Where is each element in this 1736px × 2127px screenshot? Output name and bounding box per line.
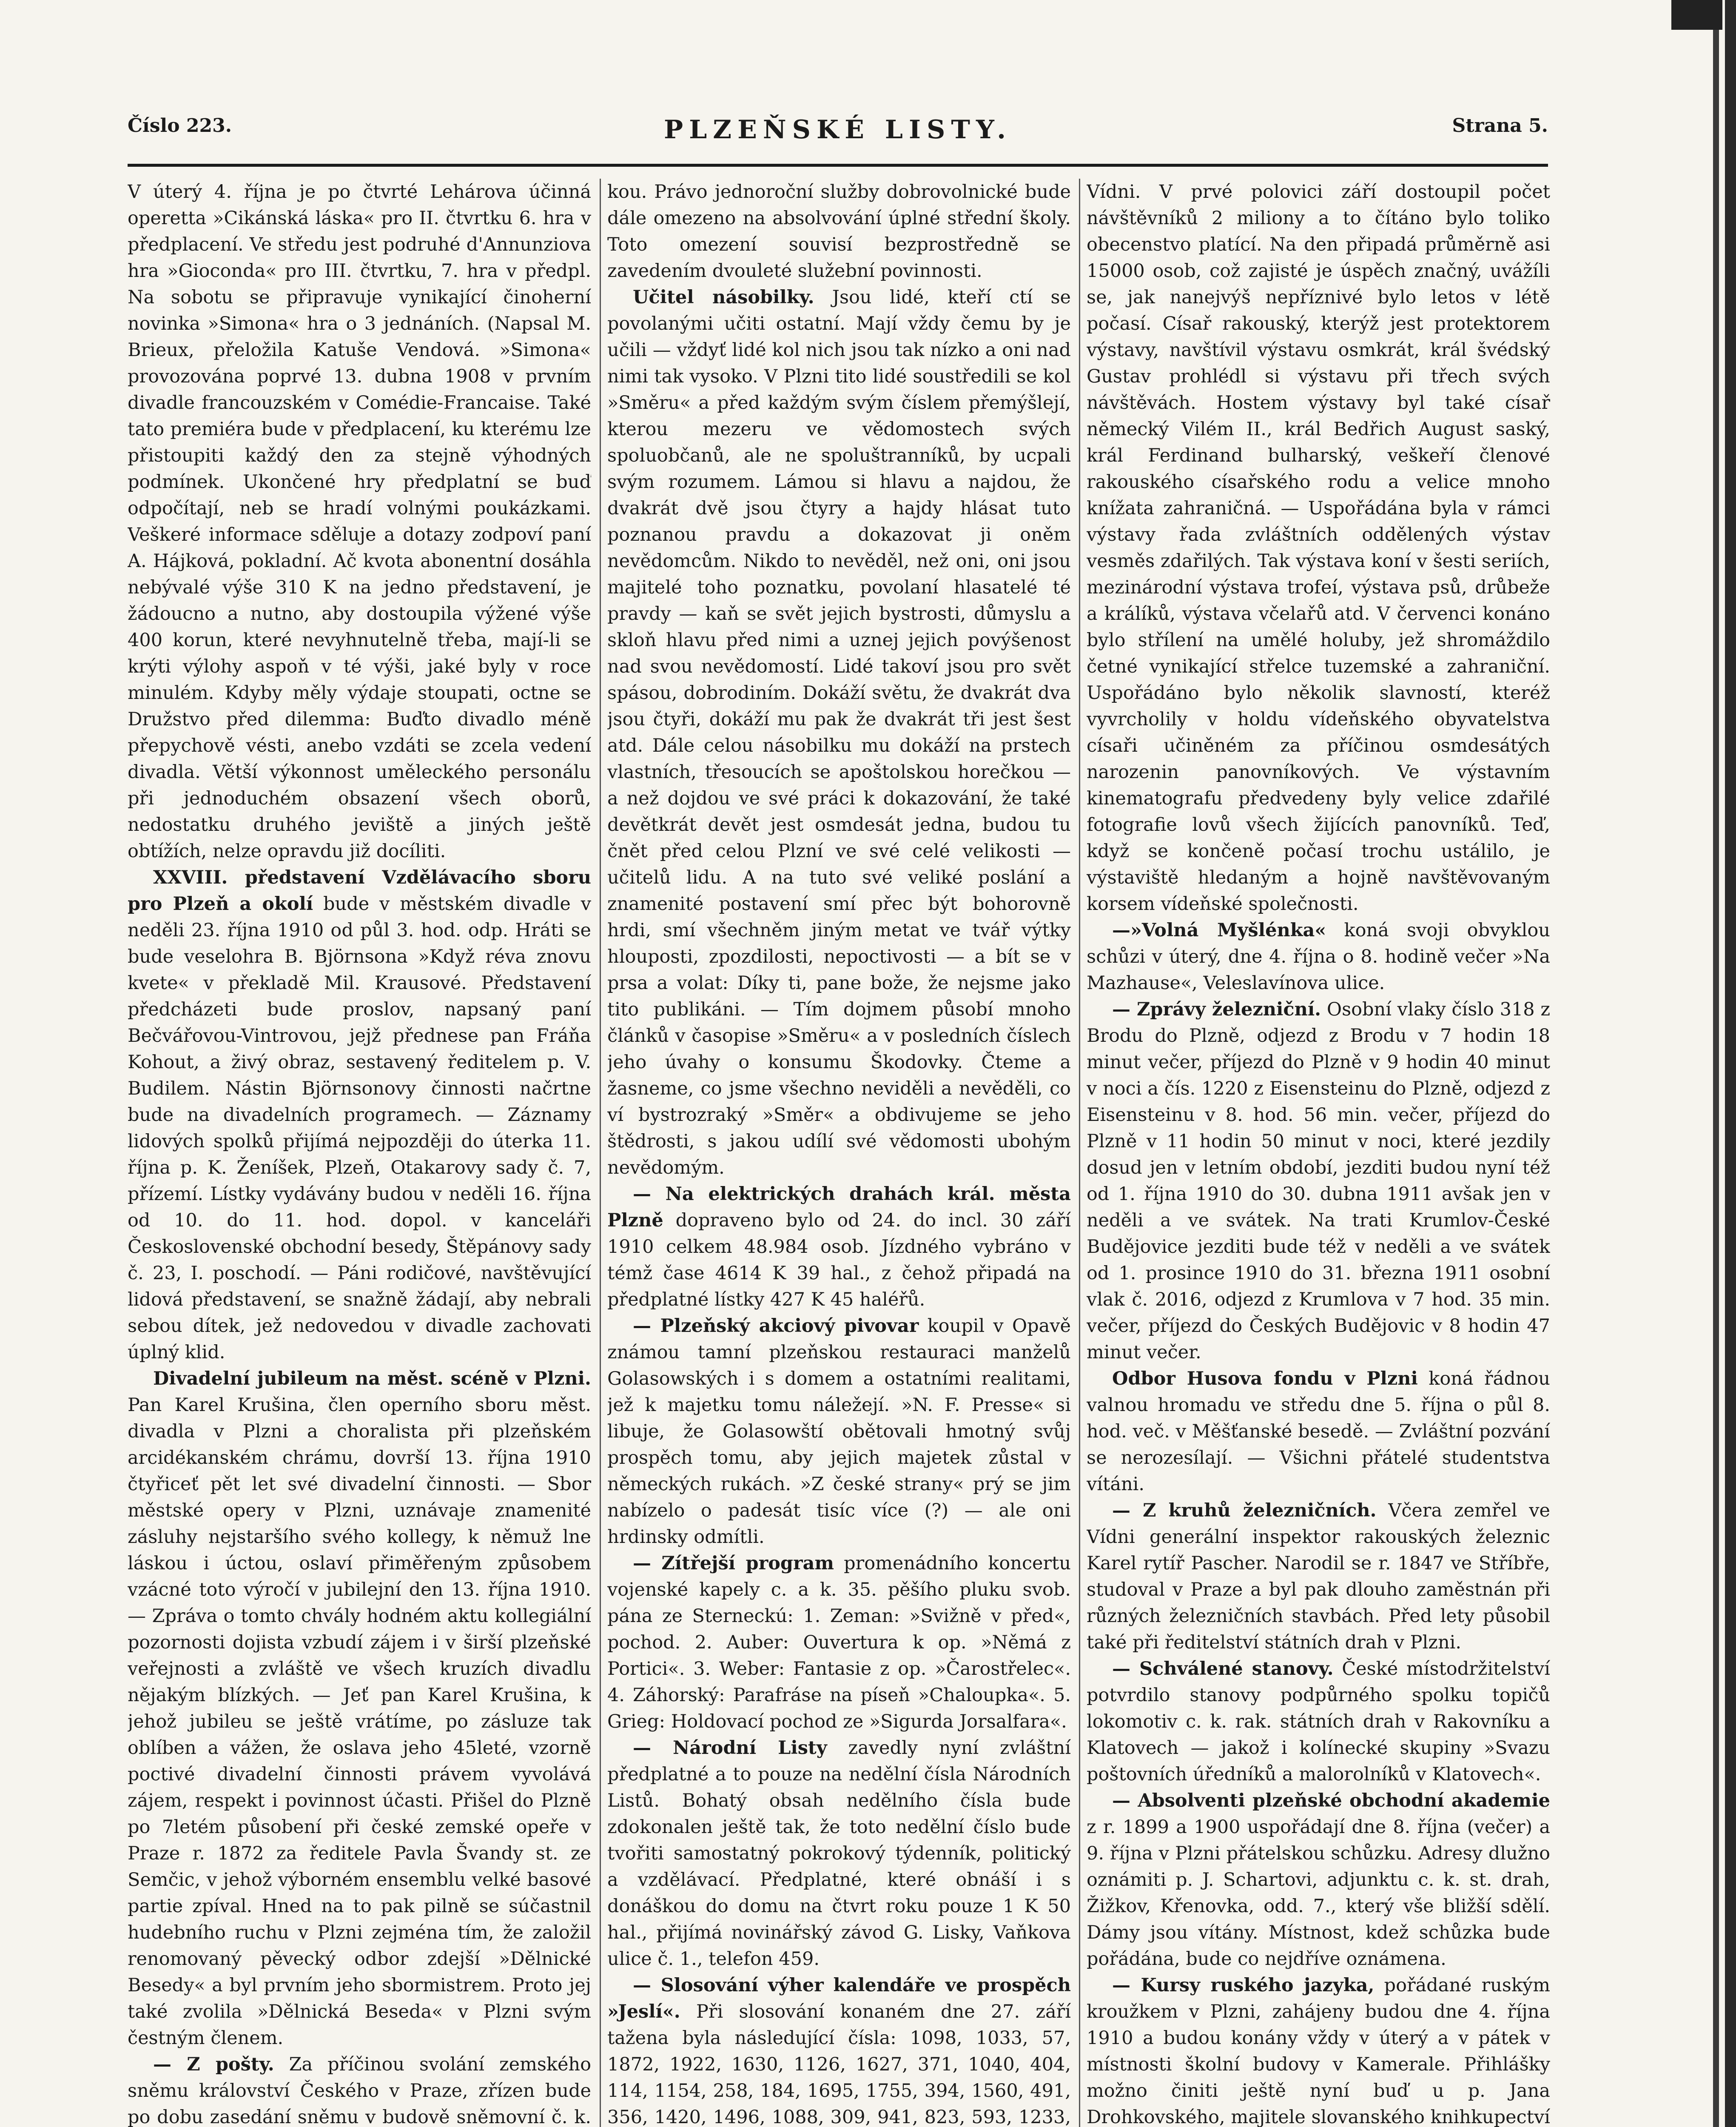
- column-1: [128, 179, 591, 2127]
- article-text: Při slosování konaném dne 27. září tažena byla následující čísla: 1098, 1033, 57, 1872, 1922, 1630, 1126, 1627, 371, 1040, 404, 114, 1154, 258, 184, 1695, 1755, 394, 1560, 491, 356, 1420, 1496, 1088, 309, 941, 823, 593, 1233,: [607, 2001, 1071, 2127]
- article-text: bude v městském divadle v neděli 23. října 1910 od půl 3. hod. odp. Hráti se bude veselohra B. Björnsona »Když réva znovu kvete« v překladě Mil. Krausové. Představení předcházeti bude proslov, napsaný paní Bečvářovou-Vintrovou, jejž přednese pan Fráňa Kohout, a živý obraz, sestavený ředitelem p. V. Budilem. Nástin Björnsonovy činnosti načrtne bude na divadelních programech. — Záznamy lidových spolků přijímá nejpozději do úterka 11. října p. K. Ženíšek, Plzeň, Otakarovy sady č. 7, přízemí. Lístky vydávány budou v neděli 16. října od 10. do 11. hod. dopol. v kanceláři Československé obchodní besedy, Štěpánovy sady č. 23, I. poschodí. — Páni rodičové, navštěvující lidová představení, se snažně žádají, aby nebrali sebou dítek, jež nedovedou v divadle zachovati úplný klid.: [128, 893, 591, 1363]
- article-paragraph: [128, 2051, 591, 2127]
- scan-corner: [1671, 0, 1722, 30]
- article-paragraph: [128, 864, 591, 1366]
- column-divider: [1079, 179, 1080, 2127]
- article-paragraph: [1087, 1366, 1550, 1497]
- article-text: zavedly nyní zvláštní předplatné a to pouze na nedělní čísla Národních Listů. Bohatý obsah nedělního čísla bude zdokonalen ještě tak, že toto nedělní číslo bude tvořiti samostatný pokrokový týdenník, politický a vzdělávací. Předplatné, které obnáší i s donáškou do domu na čtvrt roku pouze 1 K 50 hal., přijímá novinářský závod G. Lisky, Vaňkova ulice č. 1., telefon 459.: [607, 1737, 1071, 1970]
- article-paragraph: [607, 284, 1071, 1181]
- article-paragraph: [607, 1735, 1071, 1972]
- article-text: koná řádnou valnou hromadu ve středu dne 5. října o půl 8. hod. več. v Měšťanské besedě. — Zvláštní pozvání se nerozesílají. — Všichni přátelé studentstva vítáni.: [1087, 1368, 1550, 1495]
- article-paragraph: [128, 1366, 591, 2051]
- article-text: pořádané ruským kroužkem v Plzni, zahájeny budou dne 4. října 1910 a budou konány vždy v úterý a v pátek v místnosti školní budovy v Kamerale. Přihlášky možno činiti ještě nyní buď u p. Jana Drohkovského, majitele slovanského knihkupectví: [1087, 1975, 1550, 2127]
- scan-edge-inner: [1713, 0, 1719, 2127]
- article-text: kou. Právo jednoroční služby dobrovolnické bude dále omezeno na absolvování úplné střední školy. Toto omezení souvisí bezprostředně se zavedením dvouleté služební povinnosti.: [607, 181, 1071, 282]
- article-paragraph: [1087, 1788, 1550, 1972]
- article-text: koná svoji obvyklou schůzi v úterý, dne 4. října o 8. hodině večer »Na Mazhause«, Veleslavínova ulice.: [1087, 920, 1550, 994]
- article-text: České místodržitelství potvrdilo stanovy podpůrného spolku topičů lokomotiv c. k. rak. státních drah v Rakovníku a Klatovech — jakož i kolínecké skupiny »Svazu poštovních úředníků a malorolníků v Klatovech«.: [1087, 1658, 1550, 1785]
- article-paragraph: [1087, 1497, 1550, 1656]
- newspaper-title: PLZEŇSKÉ LISTY.: [664, 115, 1012, 145]
- article-heading: — Schválené stanovy.: [1112, 1658, 1334, 1679]
- column-divider: [600, 179, 601, 2127]
- article-paragraph: [607, 1313, 1071, 1550]
- article-heading: Divadelní jubileum na měst. scéně v Plzni.: [153, 1368, 591, 1389]
- article-text: dopraveno bylo od 24. do incl. 30 září 1910 celkem 48.984 osob. Jízdného vybráno v témž čase 4614 K 39 hal., z čehož připadá na předplatné lístky 427 K 45 haléřů.: [607, 1210, 1071, 1310]
- article-heading: XXVIII. představení Vzdělávacího sboru pro Plzeň a okolí: [128, 867, 591, 915]
- article-text: Vídni. V prvé polovici září dostoupil počet návštěvníků 2 miliony a to čítáno bylo toliko obecenstvo platící. Na den připadá průměrně asi 15000 osob, což zajisté je úspěch značný, uvážíli se, jak nanejvýš nepříznivé bylo letos v létě počasí. Císař rakouský, kterýž jest protektorem výstavy, navštívil výstavu osmkrát, král švédský Gustav prohlédl si výstavu při třech svých návštěvách. Hostem výstavy byl také císař německý Vilém II., král Bedřich August saský, král Ferdinand bulharský, veškeří členové rakouského císařského rodu a velice mnoho knížata zahraničná. — Uspořádána byla v rámci výstavy řada zvláštních oddělených výstav vesměs zdařilých. Tak výstava koní v šesti seriích, mezinárodní výstava trofeí, výstava psů, drůbeže a králíků, výstava včelařů atd. V červenci konáno bylo střílení na umělé holuby, jež shromáždilo četné vynikající střelce tuzemské a zahraniční. Uspořádáno bylo několik slavností, kteréž vyvrcholily v holdu vídeňského obyvatelstva císaři učiněném za příčinou osmdesátých narozenin panovníkových. Ve výstavním kinematografu předvedeny byly velice zdařilé fotografie lovů všech žijících panovníků. Teď, když se končeně počasí trochu ustálilo, je výstaviště hledaným a hojně navštěvovaným korsem vídeňské společnosti.: [1087, 181, 1550, 915]
- article-text: Pan Karel Krušina, člen operního sboru měst. divadla v Plzni a choralista při plzeňském arcidékanském chrámu, dovrší 13. října 1910 čtyřiceť pět let své divadelní činnosti. — Sbor městské opery v Plzni, uznávaje znamenité zásluhy nejstaršího svého kollegy, k němuž lne láskou i úctou, oslaví přiměřeným způsobem vzácné toto výročí v jubilejní den 13. října 1910. — Zpráva o tomto chvály hodném aktu kollegiální pozornosti dojista vzbudí zájem i v širší plzeňské veřejnosti a zvláště ve všech kruzích divadlu nějakým blízkých. — Jeť pan Karel Krušina, k jehož jubileu se ještě vrátíme, po zásluze tak oblíben a vážen, že oslava jeho 45leté, vzorně poctivé divadelní činnosti právem vyvolává zájem, respekt i povinnost účasti. Přišel do Plzně po 7letém působení při české zemské opeře v Praze r. 1872 za ředitele Pavla Švandy st. ze Semčic, v jehož výborném ensemblu velké basové partie zpíval. Hned na to pak pilně se súčastnil hudebního ruchu v Plzni zejména tím, že založil renomovaný pěvecký odbor zdejší »Dělnické Besedy« a byl prvním jeho sbormistrem. Proto jej také zvolila »Dělnická Beseda« v Plzni svým čestným členem.: [128, 1394, 591, 2049]
- article-heading: —»Volná Myšlénka«: [1112, 920, 1326, 941]
- article-text: Za příčinou svolání zemského sněmu království Českého v Praze, zřízen bude po dobu zasedání sněmu v budově sněmovní č. k.: [128, 2054, 591, 2127]
- article-text: promenádního koncertu vojenské kapely c. a k. 35. pěšího pluku svob. pána ze Sterneckú: 1. Zeman: »Svižně v před«, pochod. 2. Auber: Ouvertura k op. »Němá z Portici«. 3. Weber: Fantasie z op. »Čarostřelec«. 4. Záhorský: Parafráse na píseň »Chaloupka«. 5. Grieg: Holdovací pochod ze »Sigurda Jorsalfara«.: [607, 1553, 1071, 1732]
- article-heading: — Na elektrických drahách král. města Plzně: [607, 1183, 1071, 1231]
- article-paragraph: [1087, 1972, 1550, 2127]
- article-heading: — Z kruhů železničních.: [1112, 1500, 1377, 1521]
- article-paragraph: [607, 179, 1071, 284]
- page-header: [128, 115, 1548, 153]
- header-rule: [128, 164, 1548, 167]
- article-heading: — Kursy ruského jazyka,: [1112, 1975, 1375, 1996]
- article-heading: — Slosování výher kalendáře ve prospěch »Jeslí«.: [607, 1975, 1071, 2022]
- article-heading: — Zítřejší program: [633, 1553, 834, 1574]
- column-3: [1087, 179, 1550, 2127]
- page-number: Strana 5.: [1452, 115, 1548, 137]
- article-paragraph: [607, 1181, 1071, 1313]
- column-2: [607, 179, 1071, 2127]
- article-paragraph: [1087, 917, 1550, 996]
- article-text: Jsou lidé, kteří ctí se povolanými učiti ostatní. Mají vždy čemu by je učili — vždyť lidé kol nich jsou tak nízko a oni nad nimi tak vysoko. V Plzni tito lidé soustředili se kol »Směru« a před každým svým číslem přemýšlejí, kterou mezeru ve vědomostech svých spoluobčanů, ale ne spoluštranníků, by ucpali svým rozumem. Lámou si hlavu a najdou, že dvakrát dvě jsou čtyry a hajdy hlásat tuto poznanou pravdu a dokazovat ji oněm nevědomcům. Nikdo to nevěděl, než oni, oni jsou majitelé toho poznatku, povolaní hlasatelé té pravdy — kaň se svět jejich bystrosti, důmyslu a skloň hlavu před nimi a uznej jejich povýšenost nad svou nevědomostí. Lidé takoví jsou pro svět spásou, dobrodiním. Dokáží světu, že dvakrát dva jsou čtyři, dokáží mu pak že dvakrát tři jest šest atd. Dále celou násobilku mu dokáží na prstech vlastních, třesoucích se apoštolskou horečkou — a než dojdou ve své práci k dokazování, že také devětkrát devět jest osmdesát jedna, budou tu čnět před celou Plzní ve své celé velikosti — učitelů lidu. A na tuto své veliké poslání a znamenité postavení smí přec být bohorovně hrdi, smí všechněm jiným metat ve tvář výtky hlouposti, zpozdilosti, nepoctivosti — a bít se v prsa a volat: Díky ti, pane bože, že nejsme jako tito publikáni. — Tím dojmem působí mnoho článků v časopise »Směru« a v posledních číslech jeho úvahy o konsumu Škodovky. Čteme a žasneme, co jsme všechno neviděli a nevěděli, co ví bystrozraký »Směr« a obdivujeme se jeho štědrosti, s jakou udílí své vědomosti ubohým nevědomým.: [607, 287, 1071, 1178]
- article-heading: Odbor Husova fondu v Plzni: [1112, 1368, 1418, 1389]
- article-paragraph: [1087, 1656, 1550, 1788]
- article-heading: Učitel násobilky.: [633, 287, 814, 308]
- article-heading: — Zprávy železniční.: [1112, 999, 1321, 1020]
- article-text: V úterý 4. října je po čtvrté Lehárova účinná operetta »Cikánská láska« pro II. čtvrtku 6. hra v předplacení. Ve středu jest podruhé d'Annunziova hra »Gioconda« pro III. čtvrtku, 7. hra v předpl. Na sobotu se připravuje vynikající činoherní novinka »Simona« hra o 3 jednáních. (Napsal M. Brieux, přeložila Katuše Vendová. »Simona« provozována poprvé 13. dubna 1908 v prvním divadle francouzském v Comédie-Francaise. Také tato premiéra bude v předplacení, ku kterému lze přistoupiti každý den za stejně výhodných podmínek. Ukončené hry předplatní se buď odpočítají, neb se hradí volnými poukázkami. Veškeré informace sděluje a dotazy zodpoví paní A. Hájková, pokladní. Ač kvota abonentní dosáhla nebývalé výše 310 K na jedno představení, je žádoucno a nutno, aby dostoupila výžené výše 400 korun, které nevyhnutelně třeba, mají-li se krýti výlohy aspoň v té výši, jaké byly v roce minulém. Kdyby měly výdaje stoupati, octne se Družstvo před dilemma: Buďto divadlo méně přepychově vésti, anebo vzdáti se zcela vedení divadla. Větší výkonnost uměleckého personálu při jednoduchém obsazení všech oborů, nedostatku druhého jeviště a jiných ještě obtížích, nelze opravdu již docíliti.: [128, 181, 591, 862]
- article-text: Osobní vlaky číslo 318 z Brodu do Plzně, odjezd z Brodu v 7 hodin 18 minut večer, příjezd do Plzně v 9 hodin 40 minut v noci a čís. 1220 z Eisensteinu do Plzně, odjezd z Eisensteinu v 8. hod. 56 min. večer, příjezd do Plzně v 11 hodin 50 minut v noci, které jezdily dosud jen v letním období, jezditi budou nyní též od 1. října 1910 do 30. dubna 1911 avšak jen v neděli a ve svátek. Na trati Krumlov-České Budějovice jezditi bude též v neděli a ve svátek od 1. prosince 1910 do 31. března 1911 osobní vlak č. 2016, odjezd z Krumlova v 7 hod. 35 min. večer, příjezd do Českých Budějovic v 8 hodin 47 minut večer.: [1087, 999, 1550, 1363]
- article-paragraph: [1087, 996, 1550, 1366]
- scan-edge: [1725, 0, 1736, 2127]
- article-text: z r. 1899 a 1900 uspořádají dne 8. října (večer) a 9. října v Plzni přátelskou schůzku. Adresy dlužno oznámiti p. J. Schartovi, adjunktu c. k. st. drah, Žižkov, Křenovka, odd. 7., který vše bližší sdělí. Dámy jsou vítány. Místnost, kdež schůzka bude pořádána, bude co nejdříve oznámena.: [1087, 1816, 1550, 1970]
- article-heading: — Absolventi plzeňské obchodní akademie: [1112, 1790, 1550, 1811]
- article-heading: — Plzeňský akciový pivovar: [633, 1315, 919, 1337]
- article-heading: — Národní Listy: [633, 1737, 827, 1759]
- article-paragraph: [128, 179, 591, 864]
- article-text: koupil v Opavě známou tamní plzeňskou restauraci manželů Golasowských i s domem a ostatními realitami, jež k majetku tomu náležejí. »N. F. Presse« si libuje, že Golasowští obětovali hmotný svůj prospěch tomu, aby jejich majetek zůstal v německých rukách. »Z české strany« prý se jim nabízelo o padesát tisíc více (?) — ale oni hrdinsky odmítli.: [607, 1315, 1071, 1548]
- article-paragraph: [607, 1972, 1071, 2127]
- issue-number: Číslo 223.: [128, 115, 232, 137]
- article-text: Včera zemřel ve Vídni generální inspektor rakouských železnic Karel rytíř Pascher. Narodil se r. 1847 ve Stříbře, studoval v Praze a byl pak dlouho zaměstnán při různých železničních stavbách. Před lety působil také při ředitelství státních drah v Plzni.: [1087, 1500, 1550, 1653]
- article-paragraph: [1087, 179, 1550, 917]
- article-paragraph: [607, 1550, 1071, 1735]
- article-heading: — Z pošty.: [153, 2054, 274, 2075]
